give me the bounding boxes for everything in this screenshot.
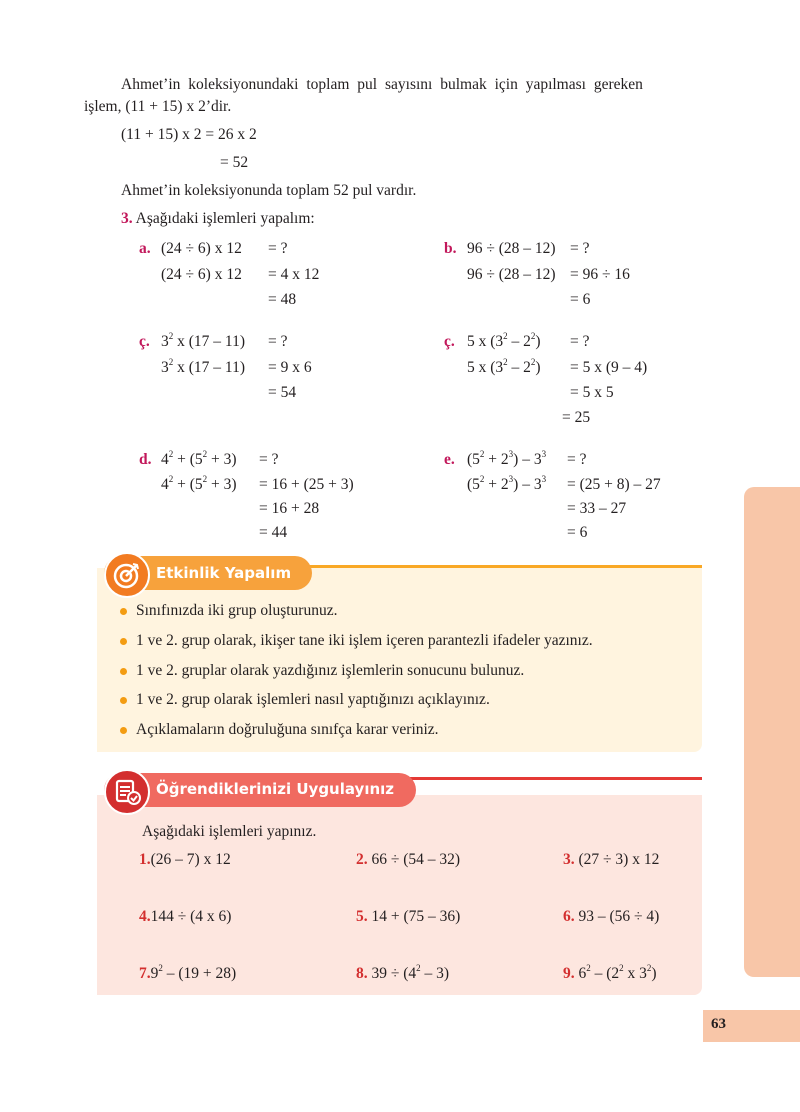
example-c2-letter: ç.: [444, 333, 455, 350]
activity-item: 1 ve 2. gruplar olarak yazdığınız işlemlerin sonucunu bulunuz.: [136, 662, 524, 680]
example-d-letter: d.: [139, 451, 152, 468]
bullet-dot: [120, 668, 127, 675]
example-c2-r1: = ?: [570, 333, 590, 350]
example-b-letter: b.: [444, 240, 457, 257]
question-3-text: Aşağıdaki işlemleri yapalım:: [135, 210, 315, 227]
problem-3: 3. (27 ÷ 3) x 12: [563, 851, 660, 868]
example-a-r1: = ?: [268, 240, 288, 257]
side-tab: [744, 487, 800, 977]
problem-2: 2. 66 ÷ (54 – 32): [356, 851, 461, 868]
example-c2-r2: = 5 x (9 – 4): [570, 359, 648, 376]
intro-equation-2: = 52: [220, 154, 249, 171]
intro-line-2: işlem, (11 + 15) x 2’dir.: [84, 98, 232, 115]
activity-divider: [300, 565, 702, 568]
example-d-r2: = 16 + (25 + 3): [259, 476, 354, 493]
example-b-r2: = 96 ÷ 16: [570, 266, 630, 283]
example-a-r2: = 4 x 12: [268, 266, 320, 283]
bullet-dot: [120, 697, 127, 704]
example-b-r3: = 6: [570, 291, 591, 308]
example-b-expr: 96 ÷ (28 – 12): [467, 240, 556, 257]
example-e-r4: = 6: [567, 524, 588, 541]
example-e-expr: $(5^2 + 2^3) - 3^3$: [467, 448, 547, 468]
example-e-r3: = 33 – 27: [567, 500, 627, 517]
problem-6: 6. 93 – (56 ÷ 4): [563, 908, 660, 925]
example-b-expr-2: 96 ÷ (28 – 12): [467, 266, 556, 283]
activity-item: Açıklamaların doğruluğuna sınıfça karar veriniz.: [136, 721, 439, 739]
bullet-dot: [120, 727, 127, 734]
activity-item: 1 ve 2. grup olarak, ikişer tane iki işlem içeren parantezli ifadeler yazınız.: [136, 632, 593, 650]
target-icon: [104, 552, 150, 598]
activity-title: Etkinlik Yapalım: [156, 564, 292, 582]
example-c1-expr: $3^2$ x (17 – 11): [161, 330, 245, 350]
example-d-r3: = 16 + 28: [259, 500, 320, 517]
problem-5: 5. 14 + (75 – 36): [356, 908, 461, 925]
practice-divider: [400, 777, 702, 780]
problem-7: $7.9^2 - (19 + 28)$: [139, 962, 237, 982]
activity-item: Sınıfınızda iki grup oluşturunuz.: [136, 602, 337, 620]
intro-line-1: Ahmet’in koleksiyonundaki toplam pul sayısını bulmak için yapılması gereken: [121, 76, 643, 93]
example-c1-r2: = 9 x 6: [268, 359, 312, 376]
example-b-r1: = ?: [570, 240, 590, 257]
example-e-r2: = (25 + 8) – 27: [567, 476, 661, 493]
example-e-expr-2: $(5^2 + 2^3) - 3^3$: [467, 473, 547, 493]
question-3: [121, 210, 315, 228]
example-e-letter: e.: [444, 451, 455, 468]
example-a-expr-2: (24 ÷ 6) x 12: [161, 266, 242, 283]
practice-title: Öğrendiklerinizi Uygulayınız: [156, 780, 395, 798]
example-c1-letter: ç.: [139, 333, 150, 350]
example-a-letter: a.: [139, 240, 151, 257]
bullet-dot: [120, 638, 127, 645]
practice-instruction: Aşağıdaki işlemleri yapınız.: [142, 823, 317, 840]
intro-equation-1: (11 + 15) x 2 = 26 x 2: [121, 126, 257, 143]
example-c1-expr-2: $3^2$ x (17 – 11): [161, 356, 245, 376]
example-d-r1: = ?: [259, 451, 279, 468]
problem-1: 1.(26 – 7) x 12: [139, 851, 231, 868]
example-d-r4: = 44: [259, 524, 288, 541]
example-c2-r3: = 5 x 5: [570, 384, 614, 401]
problem-4: 4.144 ÷ (4 x 6): [139, 908, 232, 925]
example-a-r3: = 48: [268, 291, 297, 308]
question-3-number: 3.: [121, 210, 133, 227]
example-c2-expr-2: 5 x $(3^2 - 2^2)$: [467, 356, 541, 376]
checklist-icon: [104, 769, 150, 815]
example-d-expr: $4^2 + (5^2 + 3)$: [161, 448, 237, 468]
bullet-dot: [120, 608, 127, 615]
page-number: 63: [711, 1016, 726, 1032]
example-c1-r1: = ?: [268, 333, 288, 350]
problem-9: 9. $6^2 - (2^2$ x $3^2$): [563, 962, 657, 982]
example-c1-r3: = 54: [268, 384, 297, 401]
intro-conclusion: Ahmet’in koleksiyonunda toplam 52 pul vardır.: [121, 182, 417, 199]
example-a-expr: (24 ÷ 6) x 12: [161, 240, 242, 257]
example-c2-expr: 5 x $(3^2 - 2^2)$: [467, 330, 541, 350]
example-d-expr-2: $4^2 + (5^2 + 3)$: [161, 473, 237, 493]
example-e-r1: = ?: [567, 451, 587, 468]
activity-item: 1 ve 2. grup olarak işlemleri nasıl yaptığınızı açıklayınız.: [136, 691, 490, 709]
example-c2-r4: = 25: [562, 409, 591, 426]
problem-8: 8. $39 \div (4^2 - 3)$: [356, 962, 450, 982]
